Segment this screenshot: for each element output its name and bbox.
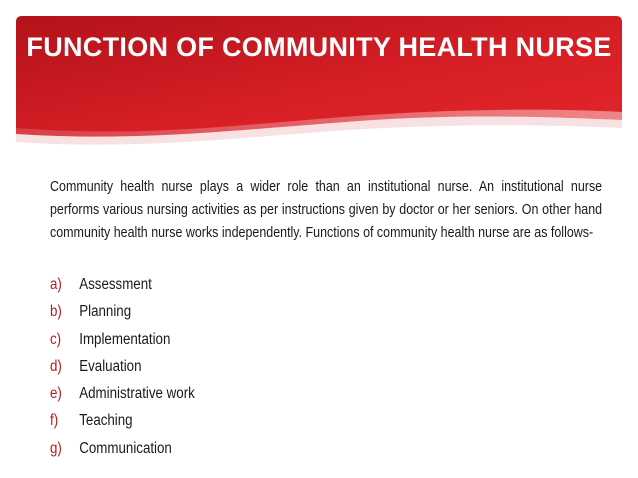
list-marker: a) (50, 276, 62, 293)
list-item (50, 298, 195, 325)
list-marker: b) (50, 303, 62, 321)
list-item-label: Evaluation (79, 357, 142, 375)
list-item-label: Teaching (79, 412, 133, 430)
list-item-label: Implementation (79, 330, 171, 348)
list-item (50, 407, 195, 434)
slide-title: FUNCTION OF COMMUNITY HEALTH NURSE (26, 32, 612, 62)
list-marker: c) (50, 330, 62, 348)
list-item (50, 435, 195, 462)
list-item-label: Planning (79, 303, 132, 321)
list-item-label: Assessment (79, 276, 152, 293)
list-item (50, 326, 195, 353)
intro-paragraph: Community health nurse plays a wider role than an institutional nurse. An institutional nurse performs various nursing activities as per instructions given by doctor or her seniors. On other hand community health nurse works independently. Functions of community health nurse are as follows- (50, 179, 603, 241)
list-marker: d) (50, 357, 62, 375)
list-item-label: Communication (79, 439, 172, 457)
list-item (50, 353, 195, 380)
list-item-label: Administrative work (79, 385, 195, 403)
list-marker: g) (50, 439, 62, 457)
list-marker: e) (50, 385, 62, 403)
list-item (50, 380, 195, 407)
title-banner (16, 16, 622, 152)
functions-list (50, 271, 218, 462)
list-item (50, 271, 195, 298)
list-marker: f) (50, 412, 59, 430)
